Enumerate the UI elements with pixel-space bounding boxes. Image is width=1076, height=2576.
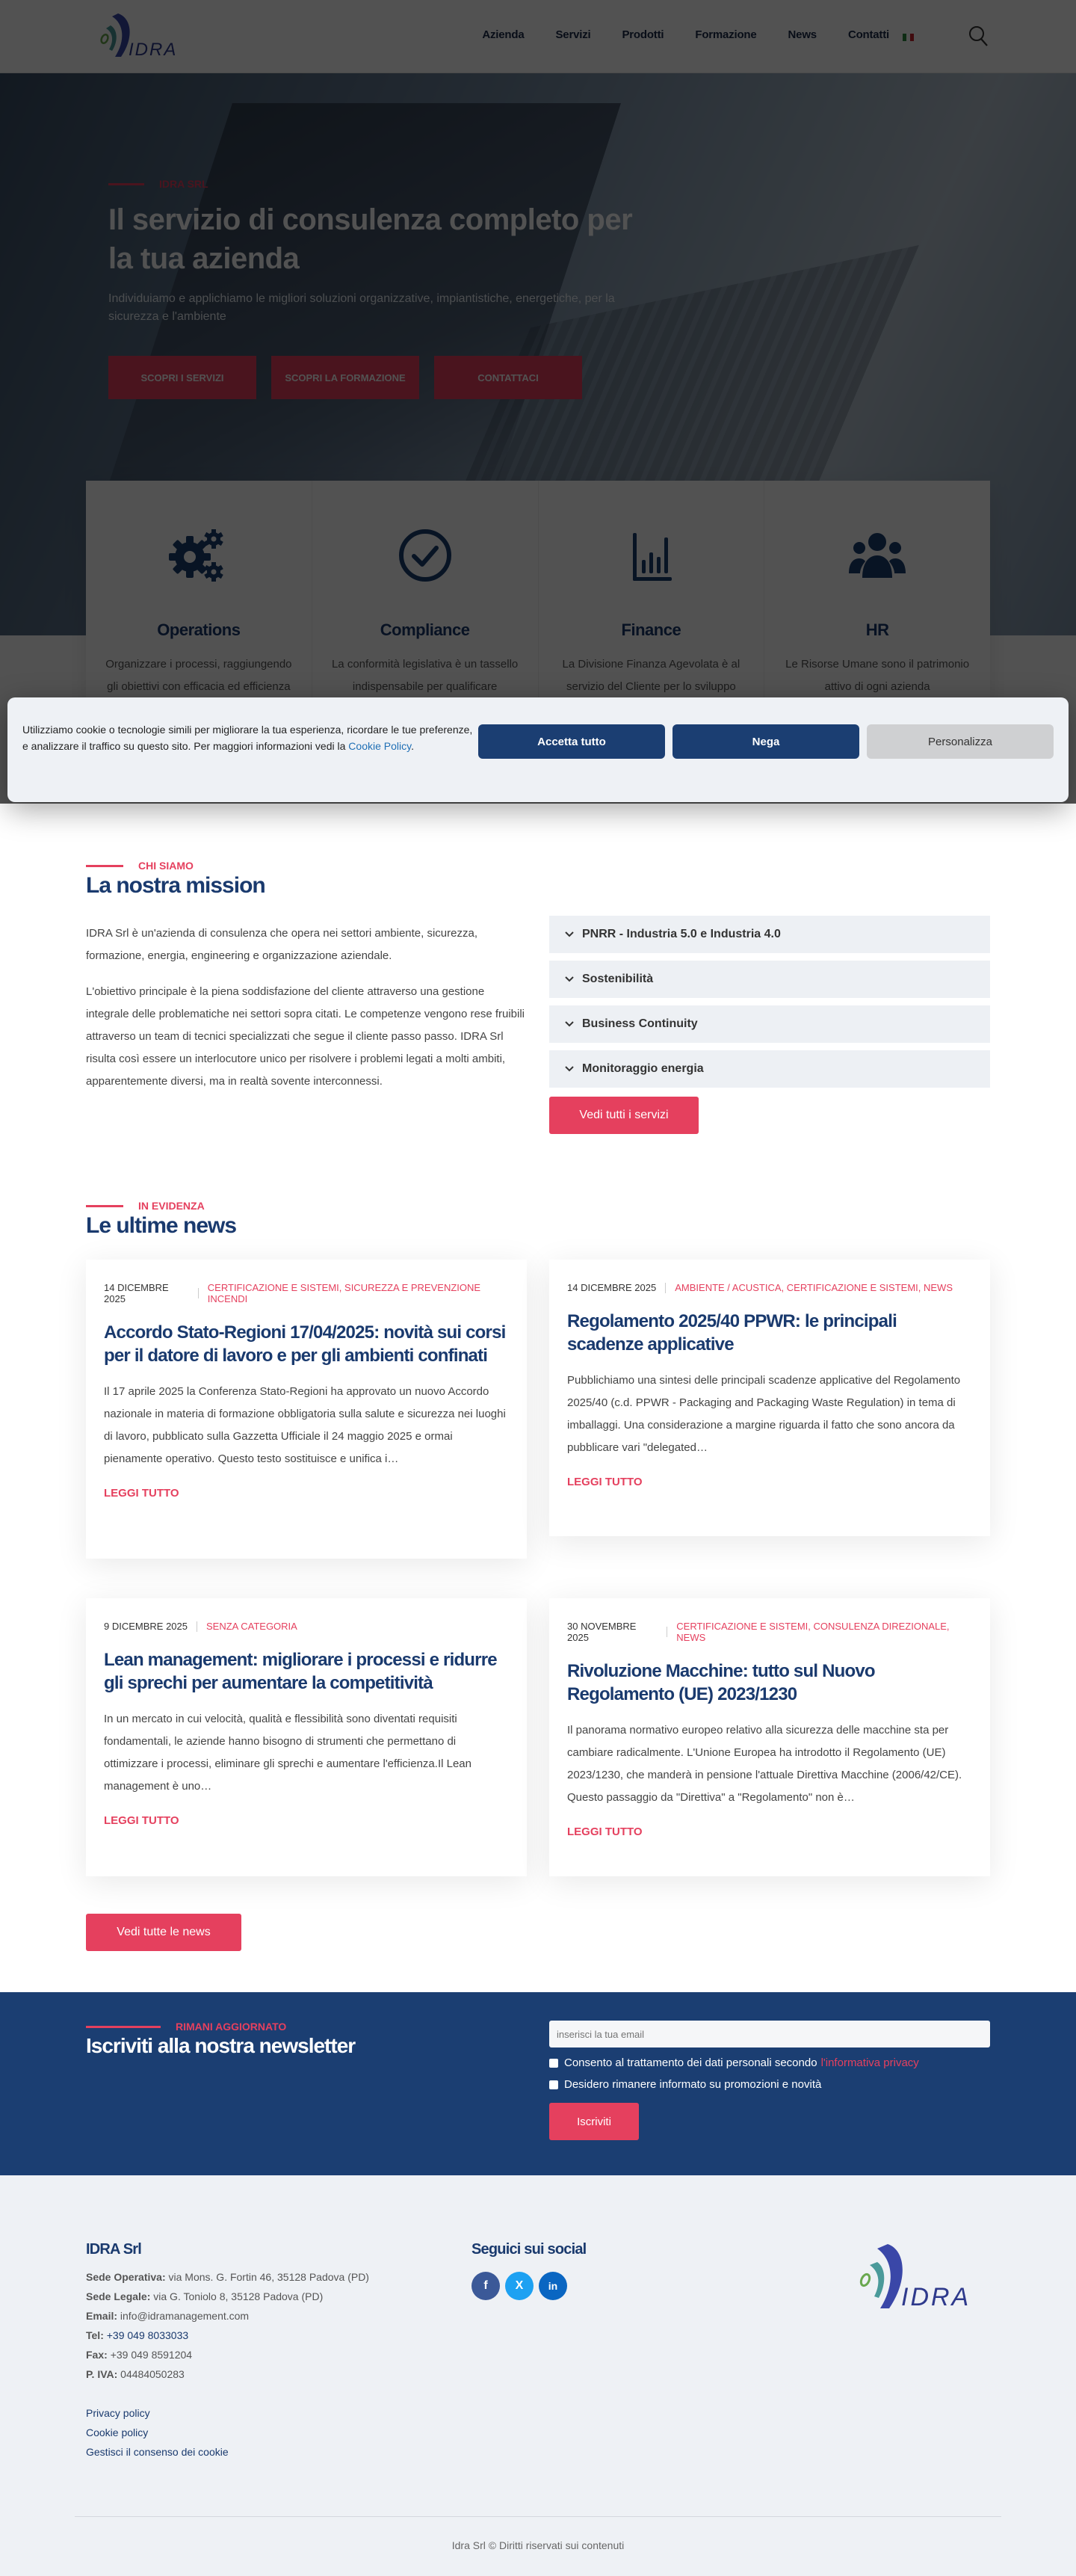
social-title: Seguici sui social bbox=[471, 2241, 587, 2258]
privacy-policy-link[interactable]: Privacy policy bbox=[86, 2407, 150, 2419]
footer-company-info bbox=[86, 2241, 369, 2462]
modal-overlay bbox=[0, 0, 1076, 804]
news-excerpt: Pubblichiamo una sintesi delle principali scadenze applicative del Regolamento 2025/40 (c.d. PPWR - Packaging and Packaging Waste Regulation) in tema di imballaggi. Una considerazione a margine riguarda il fatto che sono ancora da pubblicare vari "delegated… bbox=[567, 1374, 961, 1454]
accordion-label: Sostenibilità bbox=[582, 973, 654, 985]
accordion-item-sostenibilita[interactable] bbox=[549, 961, 990, 998]
news-date: 30 NOVEMBRE 2025 bbox=[567, 1621, 637, 1643]
read-more-link[interactable]: LEGGI TUTTO bbox=[104, 1487, 179, 1500]
news-section bbox=[86, 1200, 990, 1938]
footer-fax: Fax: +39 049 8591204 bbox=[86, 2349, 193, 2361]
footer-email[interactable]: Email: info@idramanagement.com bbox=[86, 2310, 250, 2322]
promo-consent-checkbox[interactable]: Desidero rimanere informato su promozioni e novità bbox=[549, 2078, 990, 2091]
news-title[interactable]: Lean management: migliorare i processi e ridurre gli sprechi per aumentare la competitività bbox=[104, 1650, 497, 1693]
deny-button[interactable]: Nega bbox=[672, 724, 859, 759]
chevron-down-icon bbox=[564, 974, 575, 985]
accordion-label: Monitoraggio energia bbox=[582, 1062, 704, 1075]
mission-paragraph: IDRA Srl è un'azienda di consulenza che opera nei settori ambiente, sicurezza, formazione, energia, engineering e organizzazione aziendale. bbox=[86, 927, 477, 962]
see-all-news-button[interactable]: Vedi tutte le news bbox=[86, 1914, 241, 1951]
news-meta bbox=[567, 1282, 972, 1293]
footer-social bbox=[471, 2241, 586, 2300]
linkedin-icon[interactable]: in bbox=[539, 2272, 567, 2300]
site-footer bbox=[0, 2175, 1076, 2576]
footer-sede-legale: Sede Legale: via G. Toniolo 8, 35128 Padova (PD) bbox=[86, 2290, 324, 2302]
checkbox[interactable] bbox=[549, 2059, 558, 2068]
news-title[interactable]: Rivoluzione Macchine: tutto sul Nuovo Regolamento (UE) 2023/1230 bbox=[567, 1661, 875, 1704]
accordion-item-business-continuity[interactable] bbox=[549, 1005, 990, 1043]
news-card bbox=[549, 1260, 990, 1536]
accordion-label: PNRR - Industria 5.0 e Industria 4.0 bbox=[582, 928, 781, 940]
eyebrow-text: CHI SIAMO bbox=[138, 860, 194, 872]
svg-text:IDRA: IDRA bbox=[901, 2283, 971, 2311]
eyebrow-line bbox=[86, 865, 123, 867]
read-more-link[interactable]: LEGGI TUTTO bbox=[104, 1814, 179, 1827]
mission-paragraph: L'obiettivo principale è la piena soddisfazione del cliente attraverso una gestione integrale delle problematiche nei settori sopra citati. Le competenze vengono rese fruibili attraverso un team di tecnici specializzati che segue il cliente passo passo. IDRA Srl risulta così essere un interlocutore unico per risolvere i problemi legati a molti ambiti, apparentemente diversi, ma in realtà sovente interconnessi. bbox=[86, 985, 525, 1088]
news-excerpt: Il panorama normativo europeo relativo alla sicurezza delle macchine sta per cambiare radicalmente. L'Unione Europea ha introdotto il Regolamento (UE) 2023/1230, che manderà in pensione l'attuale Direttiva Macchine (2006/42/CE). Questo passaggio da "Direttiva" a "Regolamento" non è… bbox=[567, 1724, 962, 1804]
cookie-policy-link[interactable]: Cookie Policy bbox=[348, 740, 412, 752]
newsletter-form bbox=[549, 2021, 990, 2140]
news-meta bbox=[104, 1621, 509, 1632]
cookie-text: Utilizziamo cookie o tecnologie simili per migliorare la tua esperienza, ricordare le tue preferenze, e analizzare il traffico su questo sito. Per maggiori informazioni vedi la Cookie Policy. bbox=[22, 724, 473, 752]
mission-section bbox=[86, 860, 990, 1121]
news-meta bbox=[567, 1621, 972, 1643]
privacy-consent-checkbox[interactable]: Consento al trattamento dei dati personali secondo l'informativa privacy bbox=[549, 2056, 990, 2069]
news-categories[interactable]: AMBIENTE / ACUSTICA, CERTIFICAZIONE E SISTEMI, NEWS bbox=[675, 1282, 953, 1293]
news-date: 14 DICEMBRE 2025 bbox=[104, 1282, 169, 1304]
section-eyebrow bbox=[86, 1200, 990, 1212]
section-title: La nostra mission bbox=[86, 873, 265, 898]
subscribe-button[interactable]: Iscriviti bbox=[549, 2103, 639, 2140]
chevron-down-icon bbox=[564, 1019, 575, 1029]
email-input[interactable] bbox=[549, 2021, 990, 2047]
privacy-policy-link[interactable]: l'informativa privacy bbox=[820, 2056, 919, 2069]
accordion-label: Business Continuity bbox=[582, 1017, 698, 1030]
eyebrow-text: IN EVIDENZA bbox=[138, 1200, 205, 1212]
footer-tel[interactable]: Tel: +39 049 8033033 bbox=[86, 2329, 189, 2341]
accept-all-button[interactable]: Accetta tutto bbox=[478, 724, 665, 759]
news-date: 14 DICEMBRE 2025 bbox=[567, 1282, 657, 1293]
news-categories[interactable]: CERTIFICAZIONE E SISTEMI, SICUREZZA E PREVENZIONE INCENDI bbox=[207, 1282, 481, 1304]
accordion-item-pnrr[interactable] bbox=[549, 916, 990, 953]
customize-button[interactable]: Personalizza bbox=[867, 724, 1054, 759]
news-excerpt: Il 17 aprile 2025 la Conferenza Stato-Regioni ha approvato un nuovo Accordo nazionale in materia di formazione obbligatoria sulla salute e sicurezza nei luoghi di lavoro, pubblicato sulla Gazzetta Ufficiale il 24 maggio 2025 e ormai pienamente operativo. Questo testo sostituisce e unifica i… bbox=[104, 1385, 506, 1465]
mission-text bbox=[86, 922, 527, 1093]
eyebrow-text: RIMANI AGGIORNATO bbox=[176, 2021, 287, 2033]
footer-company-name: IDRA Srl bbox=[86, 2241, 141, 2258]
section-title: Iscriviti alla nostra newsletter bbox=[86, 2034, 356, 2057]
footer-piva: P. IVA: 04484050283 bbox=[86, 2368, 185, 2380]
chevron-down-icon bbox=[564, 929, 575, 940]
section-eyebrow bbox=[86, 860, 990, 872]
cookie-policy-link[interactable]: Cookie policy bbox=[86, 2426, 149, 2438]
footer-logo bbox=[852, 2241, 979, 2313]
eyebrow-line bbox=[86, 2026, 161, 2028]
news-title[interactable]: Regolamento 2025/40 PPWR: le principali scadenze applicative bbox=[567, 1311, 897, 1355]
news-meta bbox=[104, 1282, 509, 1304]
read-more-link[interactable]: LEGGI TUTTO bbox=[567, 1476, 643, 1488]
news-date: 9 DICEMBRE 2025 bbox=[104, 1621, 188, 1632]
x-twitter-icon[interactable]: X bbox=[505, 2272, 534, 2300]
cookie-banner bbox=[7, 697, 1069, 802]
news-card bbox=[549, 1598, 990, 1876]
see-all-services-button[interactable]: Vedi tutti i servizi bbox=[549, 1097, 699, 1134]
eyebrow-line bbox=[86, 1205, 123, 1207]
section-title: Le ultime news bbox=[86, 1213, 237, 1238]
footer-links bbox=[86, 2403, 369, 2462]
manage-cookie-consent-link[interactable]: Gestisci il consenso dei cookie bbox=[86, 2446, 229, 2458]
checkbox[interactable] bbox=[549, 2080, 558, 2089]
news-categories[interactable]: SENZA CATEGORIA bbox=[206, 1621, 297, 1632]
news-card bbox=[86, 1598, 527, 1876]
news-excerpt: In un mercato in cui velocità, qualità e flessibilità sono diventati requisiti fondamentali, le aziende hanno bisogno di strumenti che permettano di ottimizzare i processi, eliminare gli sprechi e aumentare l'efficienza.Il Lean management è uno… bbox=[104, 1713, 471, 1793]
footer-sede-operativa: Sede Operativa: via Mons. G. Fortin 46, 35128 Padova (PD) bbox=[86, 2271, 369, 2283]
read-more-link[interactable]: LEGGI TUTTO bbox=[567, 1825, 643, 1838]
accordion-item-monitoraggio-energia[interactable] bbox=[549, 1050, 990, 1088]
news-categories[interactable]: CERTIFICAZIONE E SISTEMI, CONSULENZA DIREZIONALE, NEWS bbox=[676, 1621, 950, 1643]
news-card bbox=[86, 1260, 527, 1559]
news-title[interactable]: Accordo Stato-Regioni 17/04/2025: novità sui corsi per il datore di lavoro e per gli ambienti confinati bbox=[104, 1322, 506, 1366]
footer-divider bbox=[75, 2516, 1001, 2517]
chevron-down-icon bbox=[564, 1064, 575, 1074]
copyright: Idra Srl © Diritti riservati sui contenuti bbox=[451, 2539, 625, 2551]
services-accordion bbox=[549, 916, 990, 1095]
section-eyebrow bbox=[86, 2021, 355, 2033]
newsletter-section bbox=[0, 1992, 1076, 2175]
facebook-icon[interactable]: f bbox=[471, 2272, 500, 2300]
